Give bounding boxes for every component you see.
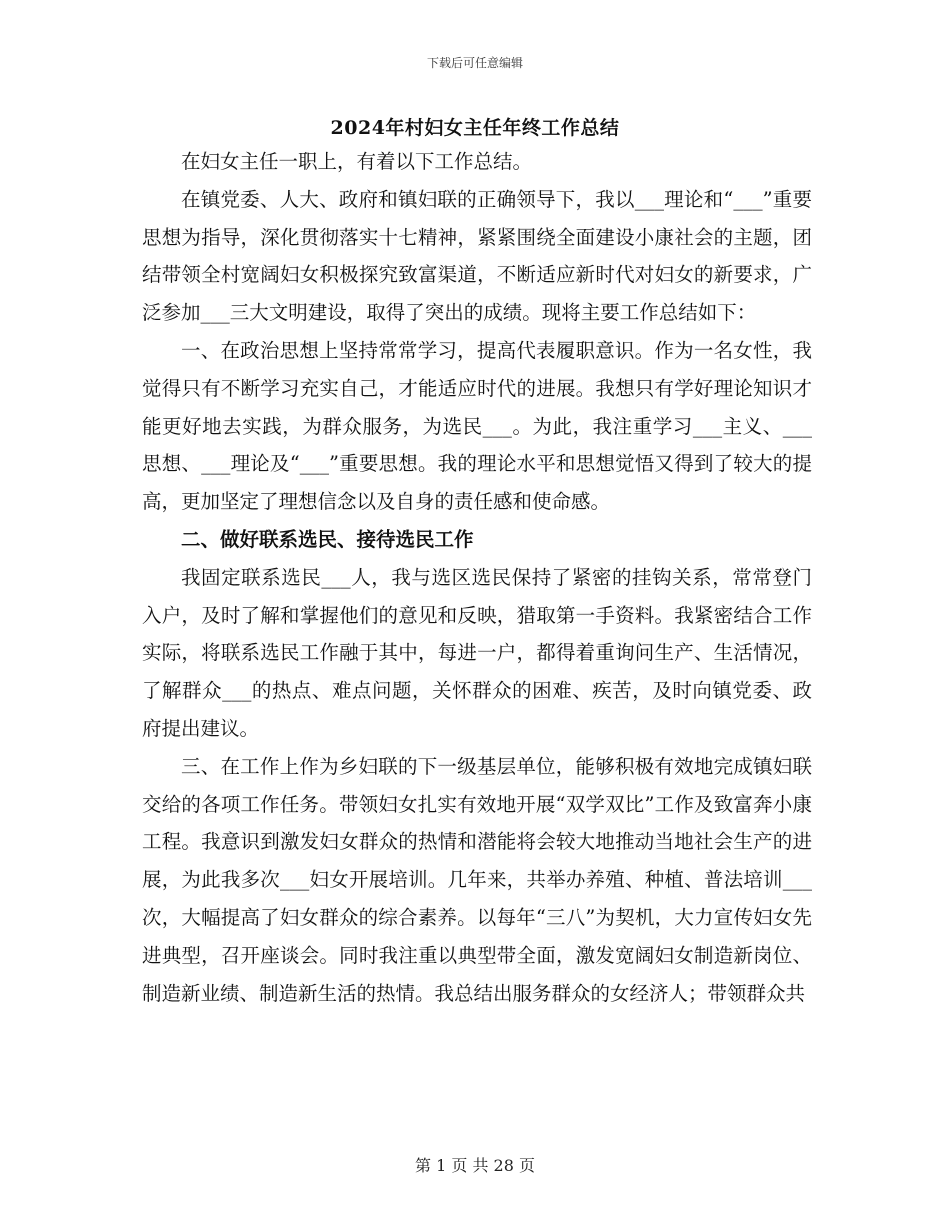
document-title: 2024年村妇女主任年终工作总结 bbox=[330, 117, 620, 139]
paragraph-section-2: 我固定联系选民___人，我与选区选民保持了紧密的挂钩关系，常常登门入户，及时了解和掌握他们的意见和反映，猎取第一手资料。我紧密结合工作实际，将联系选民工作融于其中，每进一户，都得着重询问生产、生活情况，了解群众___的热点、难点问题，关怀群众的困难、疾苦，及时向镇党委、政府提出建议。 bbox=[142, 565, 812, 740]
paragraph-section-3: 三、在工作上作为乡妇联的下一级基层单位，能够积极有效地完成镇妇联交给的各项工作任务。带领妇女扎实有效地开展“双学双比”工作及致富奔小康工程。我意识到激发妇女群众的热情和潜能将会较大地推动当地社会生产的进展，为此我多次___妇女开展培训。几年来，共举办养殖、种植、普法培训___次，大幅提高了妇女群众的综合素养。以每年“三八”为契机，大力宣传妇女先进典型，召开座谈会。同时我注重以典型带全面，激发宽阔妇女制造新岗位、制造新业绩、制造新生活的热情。我总结出服务群众的女经济人；带领群众共 bbox=[142, 754, 812, 1005]
paragraph-intro: 在妇女主任一职上，有着以下工作总结。 bbox=[181, 150, 533, 173]
paragraph-overview: 在镇党委、人大、政府和镇妇联的正确领导下，我以___理论和“___”重要思想为指导，深化贯彻落实十七精神，紧紧围绕全面建设小康社会的主题，团结带领全村宽阔妇女积极探究致富渠道，不断适应新时代对妇女的新要求，广泛参加___三大文明建设，取得了突出的成绩。现将主要工作总结如下： bbox=[142, 187, 812, 325]
header-note: 下载后可任意编辑 bbox=[426, 56, 523, 70]
document-body bbox=[142, 143, 812, 1012]
section-heading-2: 二、做好联系选民、接待选民工作 bbox=[181, 527, 474, 551]
paragraph-section-1: 一、在政治思想上坚持常常学习，提高代表履职意识。作为一名女性，我觉得只有不断学习充实自己，才能适应时代的进展。我想只有学好理论知识才能更好地去实践，为群众服务，为选民___。为此，我注重学习___主义、___思想、___理论及“___”重要思想。我的理论水平和思想觉悟又得到了较大的提高，更加坚定了理想信念以及自身的责任感和使命感。 bbox=[142, 338, 812, 514]
page-number: 第 1 页 共 28 页 bbox=[415, 1156, 535, 1175]
